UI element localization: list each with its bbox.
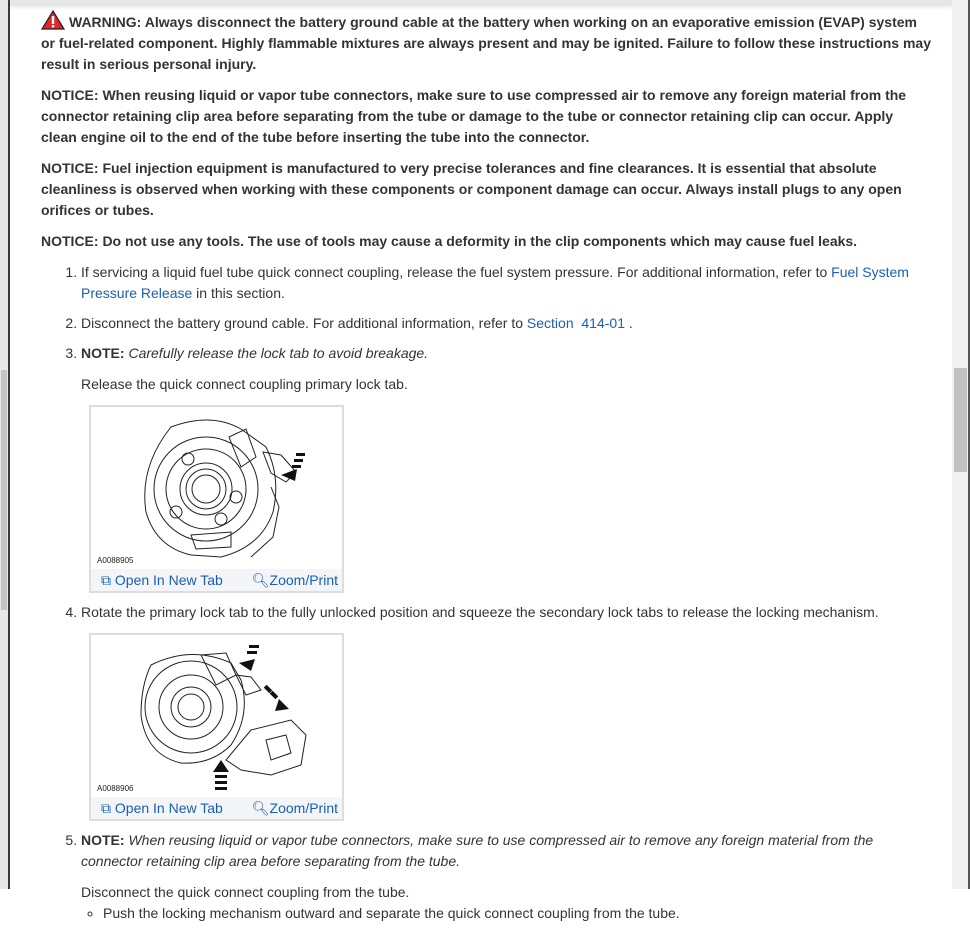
left-scroll-strip xyxy=(0,0,8,889)
new-tab-icon: ⧉ xyxy=(101,799,111,816)
step-text: in this section. xyxy=(192,285,285,301)
open-label: Open In New Tab xyxy=(114,799,223,816)
open-in-new-tab-button[interactable] xyxy=(101,798,223,819)
warning-label: WARNING: xyxy=(69,14,142,30)
warning-block xyxy=(41,10,931,75)
section-414-01-link[interactable]: Section 414-01 xyxy=(526,315,625,331)
notice: NOTICE: Fuel injection equipment is manufactured to very precise tolerances and fine clearances. It is essential that absolute cleanliness is observed when working with these components or component damage can occur. Always install plugs to any open orifices or tubes. xyxy=(41,160,902,218)
figure-links xyxy=(91,569,342,591)
zoom-print-button[interactable] xyxy=(252,570,338,591)
top-bar xyxy=(10,0,952,6)
note-label: NOTE: xyxy=(81,832,125,848)
zoom-icon: 🔍︎ xyxy=(251,799,270,816)
scrollbar[interactable] xyxy=(952,0,968,889)
divider xyxy=(8,0,10,889)
figure-id: A0088905 xyxy=(97,556,134,565)
connector-illustration xyxy=(91,635,342,797)
warning-triangle-icon xyxy=(41,10,65,30)
left-scroll-thumb[interactable] xyxy=(1,370,7,610)
warning-text: Always disconnect the battery ground cable at the battery when working on an evaporative emission (EVAP) system or fuel-related component. Highly flammable mixtures are always present and may be ignited. Failure to follow these instructions may result in serious personal injury. xyxy=(41,14,931,72)
step-text: Disconnect the battery ground cable. For additional information, refer to xyxy=(81,315,527,331)
figure-a0088905 xyxy=(89,405,344,593)
figure-a0088906 xyxy=(89,633,344,821)
step-5 xyxy=(81,830,931,924)
zoom-print-button[interactable] xyxy=(252,798,338,819)
bullet-item: ◦ Push the locking mechanism outward and separate the quick connect coupling from the tube. xyxy=(103,903,931,924)
notice: NOTICE: Do not use any tools. The use of tools may cause a deformity in the clip components which may cause fuel leaks. xyxy=(41,233,858,249)
zoom-label: Zoom/Print xyxy=(269,571,338,588)
open-in-new-tab-button[interactable] xyxy=(101,570,223,591)
step-4 xyxy=(81,602,931,821)
figure-id: A0088906 xyxy=(97,784,134,793)
step-text: Disconnect the quick connect coupling from the tube. xyxy=(81,884,410,900)
bullet-list xyxy=(81,903,931,924)
step-text: Release the quick connect coupling primary lock tab. xyxy=(81,376,408,392)
step-1 xyxy=(81,262,931,304)
notice: NOTICE: When reusing liquid or vapor tube connectors, make sure to use compressed air to remove any foreign material from the connector retaining clip area before separating from the tube or damage to the tube or connector retaining clip can occur. Apply clean engine oil to the end of the tube before inserting the tube into the connector. xyxy=(41,87,907,145)
procedure-content xyxy=(41,10,931,933)
note-label: NOTE: xyxy=(81,345,125,361)
fuel-system-pressure-release-link[interactable]: Fuel System Pressure Release xyxy=(81,264,909,301)
new-tab-icon: ⧉ xyxy=(101,571,111,588)
step-2 xyxy=(81,313,931,334)
figure-links xyxy=(91,797,342,819)
open-label: Open In New Tab xyxy=(114,571,223,588)
connector-illustration xyxy=(91,407,342,569)
note-text: When reusing liquid or vapor tube connectors, make sure to use compressed air to remove any foreign material from the connector retaining clip area before separating from the tube. xyxy=(81,832,874,869)
scrollbar-thumb[interactable] xyxy=(954,368,967,472)
step-text: Rotate the primary lock tab to the fully unlocked position and squeeze the secondary lock tabs to release the locking mechanism. xyxy=(81,604,879,620)
step-3 xyxy=(81,343,931,593)
step-text: If servicing a liquid fuel tube quick connect coupling, release the fuel system pressure. For additional information, refer to xyxy=(81,264,832,280)
step-text: . xyxy=(625,315,633,331)
zoom-icon: 🔍︎ xyxy=(251,571,270,588)
steps-list xyxy=(41,262,931,924)
note-text: Carefully release the lock tab to avoid breakage. xyxy=(128,345,429,361)
zoom-label: Zoom/Print xyxy=(269,799,338,816)
